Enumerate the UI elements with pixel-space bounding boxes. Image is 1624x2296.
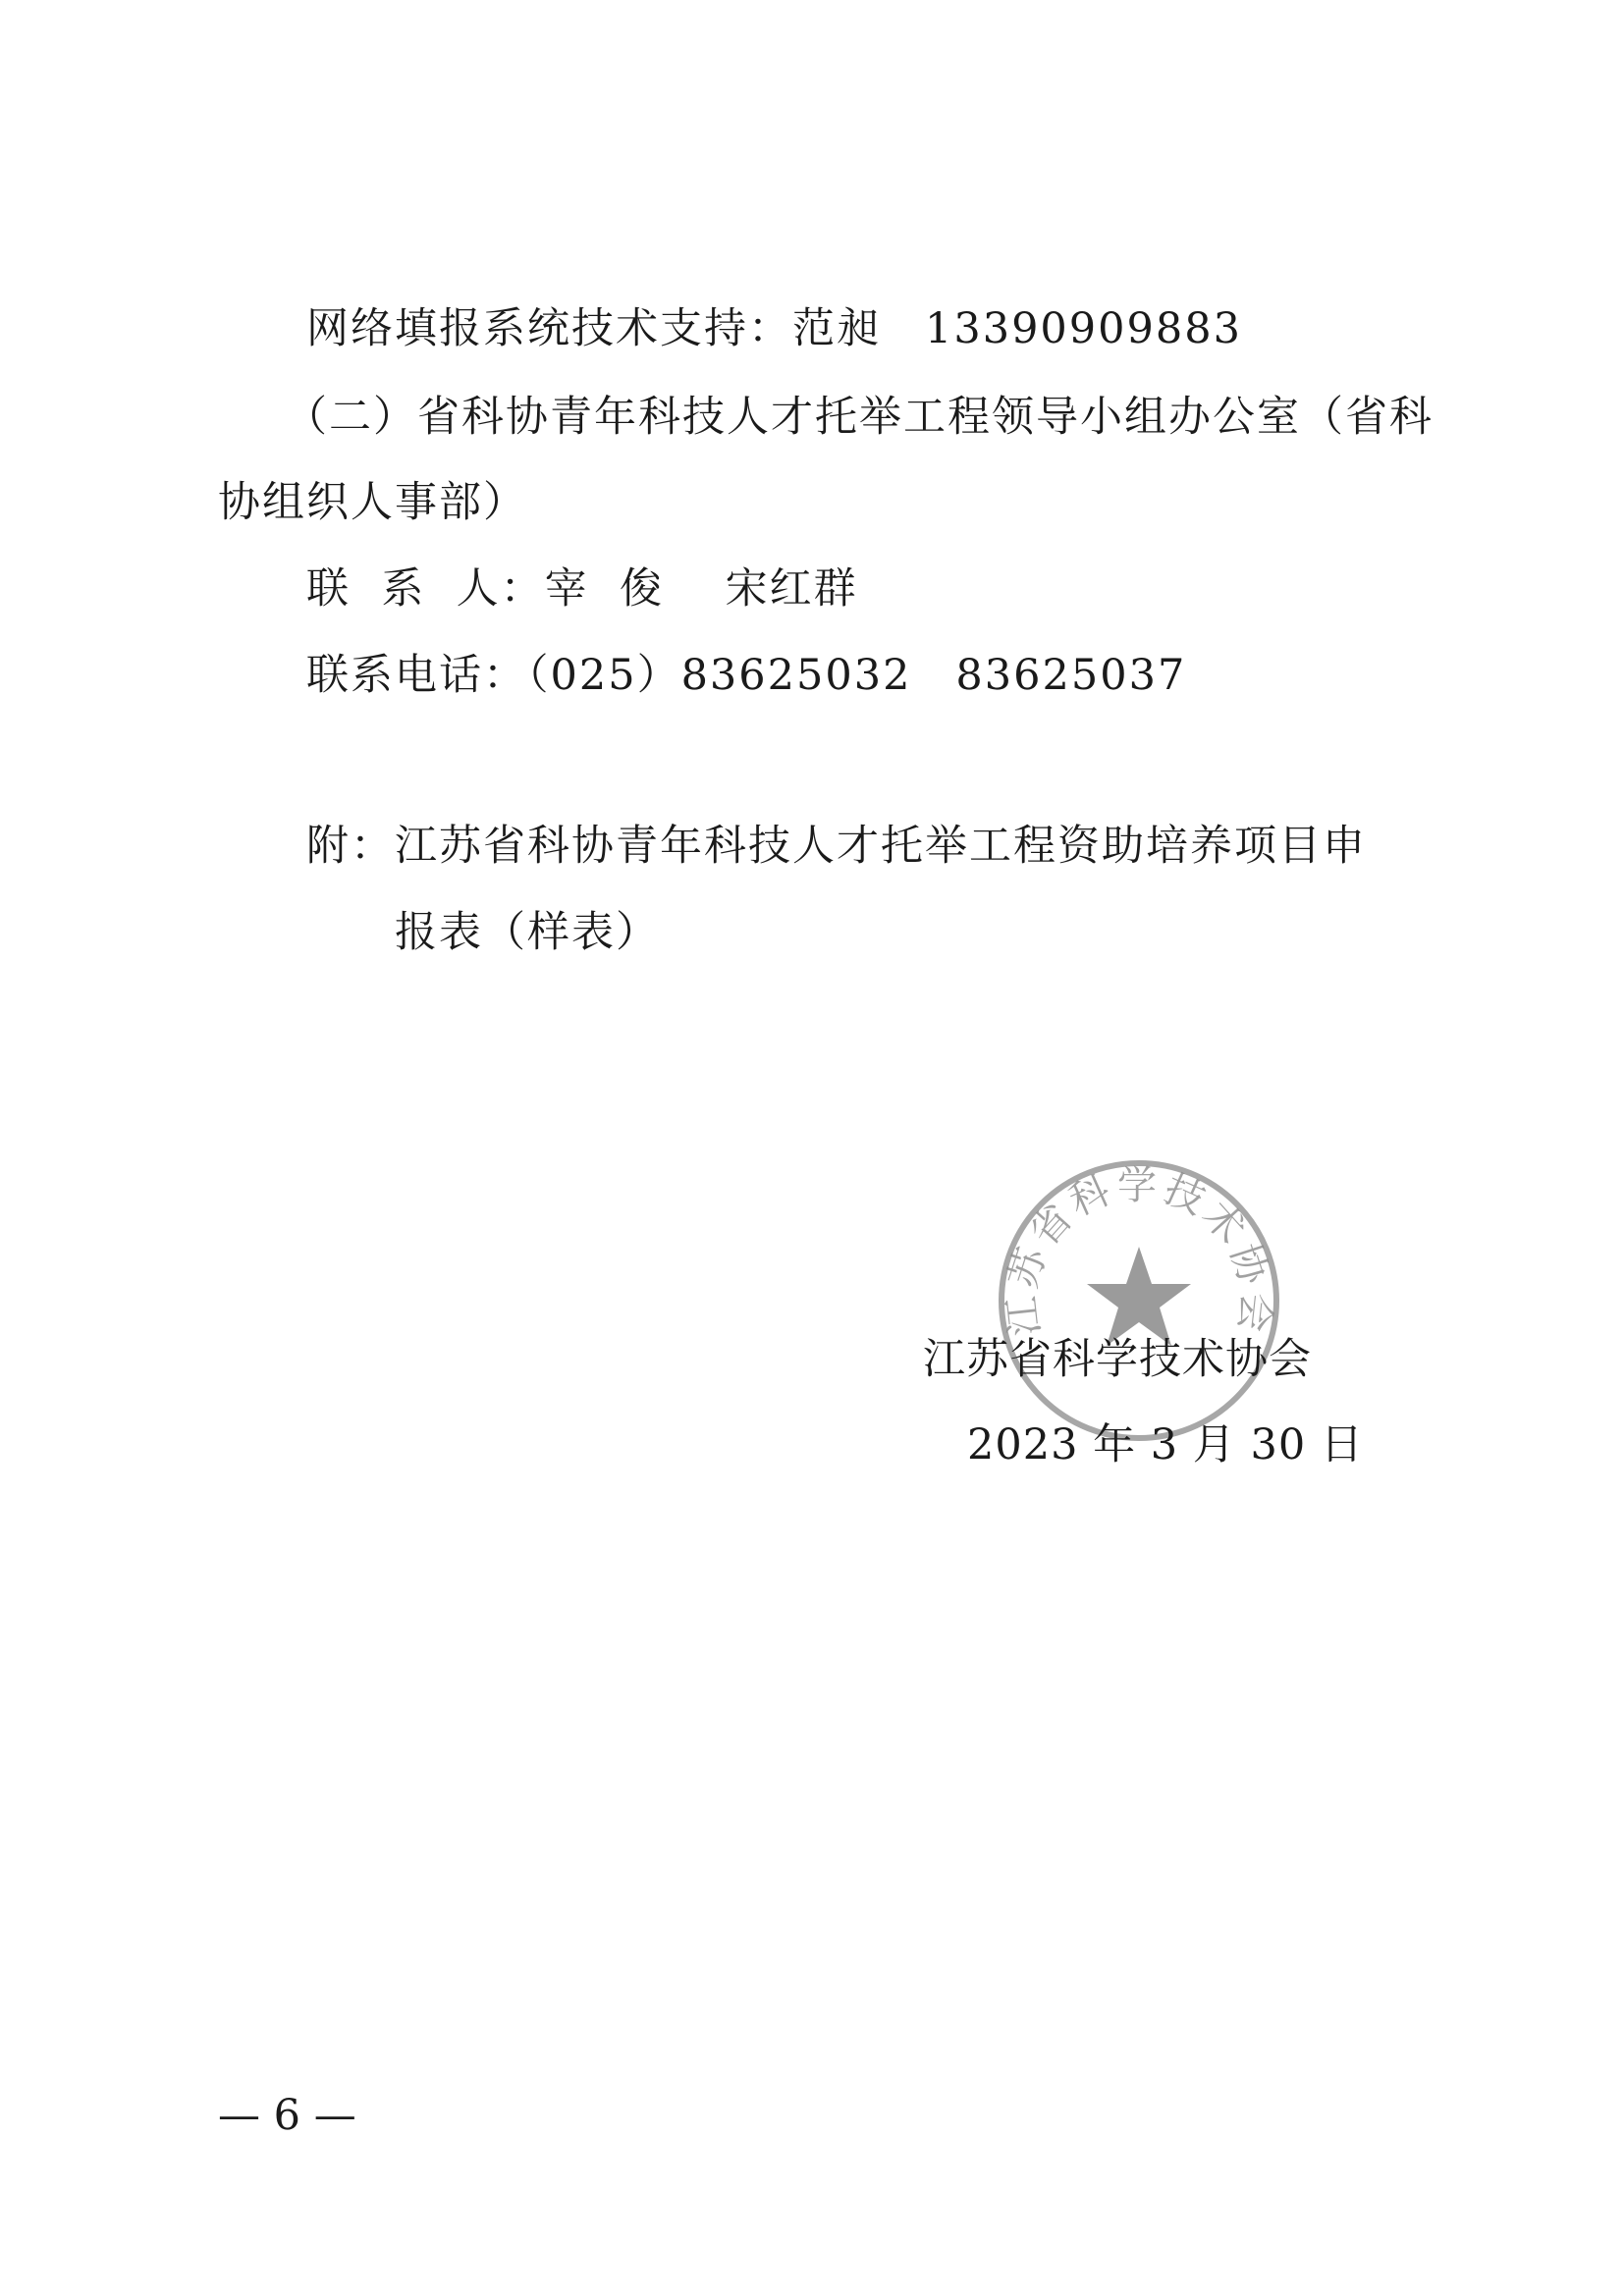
signing-organization: 江苏省科学技术协会 [923, 1335, 1312, 1384]
section-2-heading-line2: 协组织人事部） [218, 478, 527, 527]
official-seal [992, 1153, 1286, 1448]
contact-persons: 联 系 人：宰 俊 宋红群 [306, 564, 858, 614]
svg-text:江苏省科学技术协会: 江苏省科学技术协会 [999, 1162, 1279, 1339]
signing-date: 2023 年 3 月 30 日 [967, 1420, 1364, 1469]
tech-support-line: 网络填报系统技术支持：范昶 13390909883 [306, 304, 1242, 353]
section-2-heading-line1: （二）省科协青年科技人才托举工程领导小组办公室（省科 [285, 393, 1434, 442]
contact-phone: 联系电话：（025）83625032 83625037 [306, 651, 1187, 700]
page-number: — 6 — [218, 2091, 356, 2140]
attachment-line2: 报表（样表） [395, 908, 660, 957]
attachment-line1: 附：江苏省科协青年科技人才托举工程资助培养项目申 [306, 822, 1367, 871]
